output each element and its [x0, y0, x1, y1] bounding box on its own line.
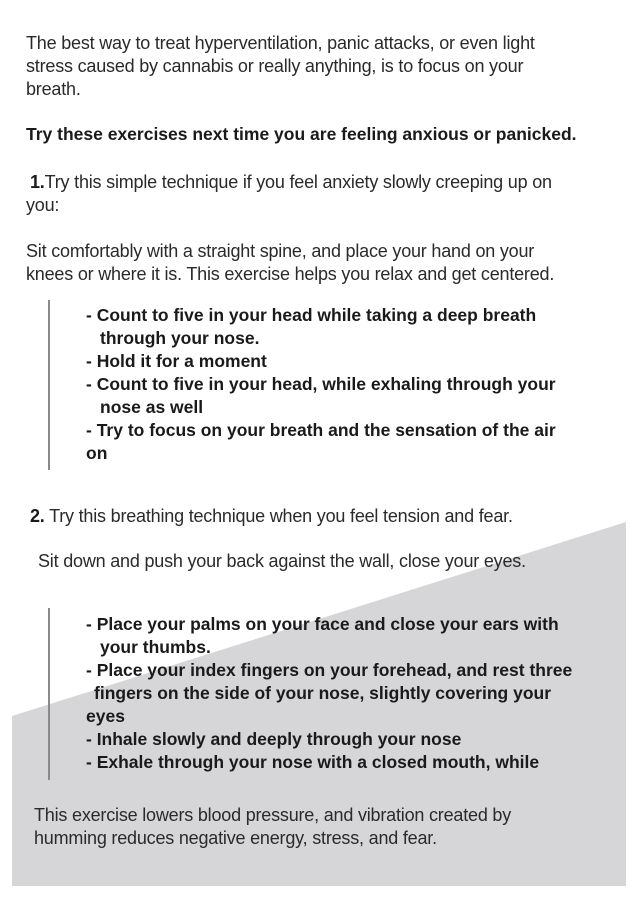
exercise2-quote-bar	[48, 608, 50, 780]
exercise1-intro-line-2: you:	[26, 195, 60, 215]
exercise2-setup: Sit down and push your back against the wall, close your eyes.	[38, 551, 526, 571]
exercise2-intro	[30, 505, 513, 528]
headline: Try these exercises next time you are feeling anxious or panicked.	[26, 124, 577, 144]
exercise1-steps	[86, 304, 586, 465]
exercise1-quote-bar	[48, 300, 50, 470]
exercise1-number: 1.	[30, 172, 45, 192]
exercise2-step-2: - Place your index fingers on your forehead, and rest three fingers on the side of your nose, slightly covering your eyes	[86, 660, 573, 726]
exercise2-number: 2.	[30, 506, 45, 526]
intro-line-1: The best way to treat hyperventilation, panic attacks, or even light	[26, 33, 535, 53]
exercise2-step-3: - Inhale slowly and deeply through your nose	[86, 729, 462, 749]
exercise1-intro-line-1	[30, 171, 552, 194]
exercise2-step-4: - Exhale through your nose with a closed mouth, while	[86, 752, 540, 772]
exercise1-intro-text: Try this simple technique if you feel anxiety slowly creeping up on	[44, 172, 552, 192]
exercise1-step-3: - Count to five in your head, while exhaling through your nose as well	[86, 374, 556, 417]
exercise1-step-1: - Count to five in your head while taking a deep breath through your nose.	[86, 305, 537, 348]
exercise1-setup-line-1: Sit comfortably with a straight spine, and place your hand on your	[26, 241, 535, 261]
exercise1-step-2: - Hold it for a moment	[86, 351, 267, 371]
exercise1-step-4: - Try to focus on your breath and the sensation of the air on	[86, 420, 556, 463]
intro-line-3: breath.	[26, 79, 81, 99]
exercise1-setup-line-2: knees or where it is. This exercise helps you relax and get centered.	[26, 264, 555, 284]
exercise2-intro-text: Try this breathing technique when you feel tension and fear.	[44, 506, 513, 526]
closing-line-2: humming reduces negative energy, stress, and fear.	[34, 828, 437, 848]
intro-line-2: stress caused by cannabis or really anything, is to focus on your	[26, 56, 524, 76]
closing-line-1: This exercise lowers blood pressure, and vibration created by	[34, 805, 512, 825]
exercise2-steps	[86, 613, 606, 774]
exercise2-step-1: - Place your palms on your face and close your ears with your thumbs.	[86, 614, 559, 657]
